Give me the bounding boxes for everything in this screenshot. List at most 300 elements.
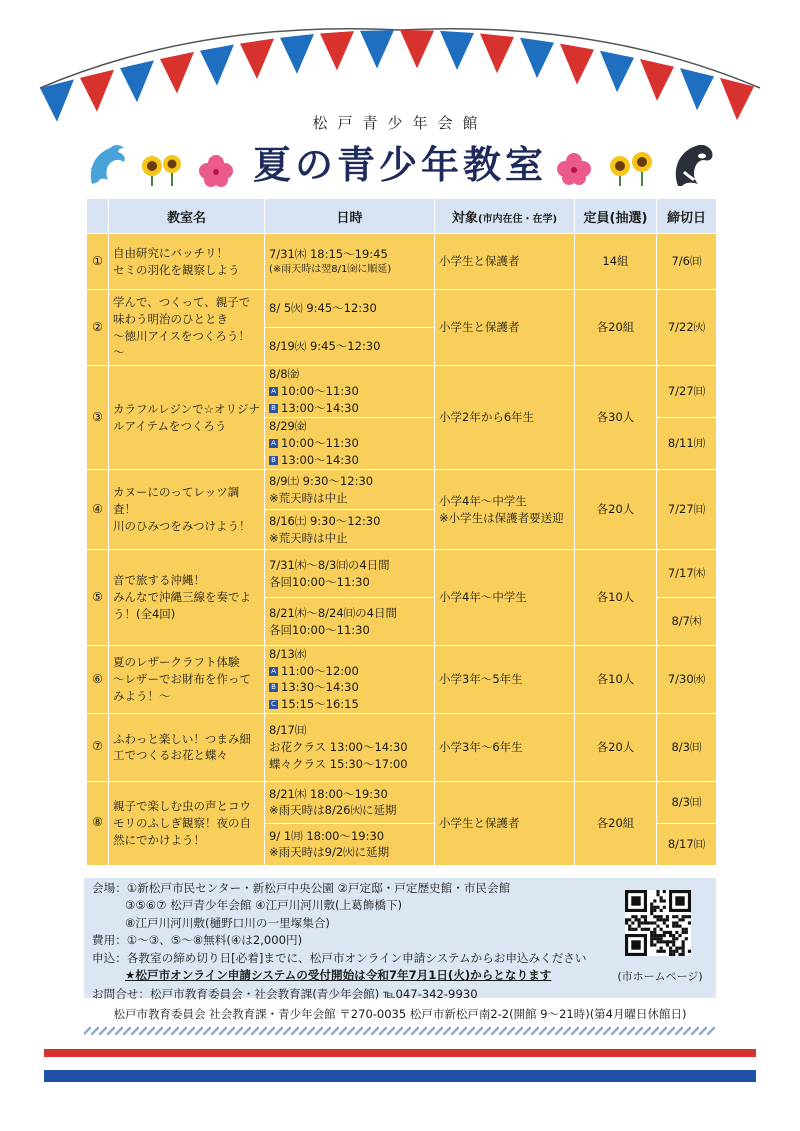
- qr-module: [650, 912, 653, 915]
- target-group: 小学3年～5年生: [435, 646, 575, 714]
- datetime-text: 8/16㈯ 9:30～12:30: [269, 513, 381, 528]
- header-target: [435, 199, 575, 234]
- qr-module: [685, 928, 688, 931]
- rope-segment: [260, 1028, 266, 1034]
- session-datetime: [265, 290, 435, 328]
- rope-segment: [596, 1028, 602, 1034]
- datetime-text: 10:00～11:30: [281, 436, 359, 451]
- capacity: 各20人: [575, 713, 657, 781]
- datetime-line: [269, 739, 430, 756]
- session-badge: A: [269, 387, 278, 396]
- qr-module: [656, 918, 659, 921]
- rope-segment: [292, 1028, 298, 1034]
- rope-segment: [396, 1028, 402, 1034]
- rope-segment: [428, 1028, 434, 1034]
- datetime-line: [269, 828, 430, 845]
- qr-module: [641, 928, 644, 931]
- datetime-text: 8/17㈰: [269, 723, 307, 738]
- session-datetime: [265, 366, 435, 418]
- rope-segment: [364, 1028, 370, 1034]
- rope-segment: [412, 1028, 418, 1034]
- bunting-flag: [240, 39, 274, 80]
- qr-module: [653, 906, 656, 909]
- qr-module: [653, 921, 656, 924]
- rope-segment: [84, 1028, 90, 1034]
- capacity: 各20人: [575, 470, 657, 550]
- qr-module: [644, 928, 647, 931]
- deadline: 7/6㈰: [657, 234, 717, 290]
- datetime-text: ※荒天時は中止: [269, 530, 348, 545]
- qr-module: [660, 899, 663, 902]
- target-group: 小学3年～6年生: [435, 713, 575, 781]
- qr-module: [666, 925, 669, 928]
- rope-segment: [700, 1028, 706, 1034]
- session-datetime: [265, 646, 435, 714]
- apply-line: 申込：各教室の締め切り日[必着]までに、松戸市オンライン申請システムからお申込みください: [92, 950, 587, 965]
- dolphin-icon: [84, 140, 130, 190]
- qr-module: [666, 915, 669, 918]
- qr-module: [685, 915, 688, 918]
- qr-module: [653, 928, 656, 931]
- datetime-line: [269, 844, 430, 861]
- qr-module: [644, 921, 647, 924]
- datetime-text: 13:00～14:30: [281, 400, 359, 415]
- qr-module: [653, 931, 656, 934]
- qr-module: [650, 937, 653, 940]
- qr-module: [656, 925, 659, 928]
- datetime-line: [269, 473, 430, 490]
- deadline: 8/3㈰: [657, 713, 717, 781]
- qr-module: [675, 947, 678, 950]
- rope-segment: [196, 1028, 202, 1034]
- table-header-row: [87, 199, 717, 234]
- datetime-line: [269, 490, 430, 507]
- rope-segment: [436, 1028, 442, 1034]
- datetime-line: [269, 435, 430, 452]
- qr-module: [663, 918, 666, 921]
- row-number: ④: [87, 470, 109, 550]
- qr-module: [647, 928, 650, 931]
- qr-module: [666, 918, 669, 921]
- deadline: 8/7㈭: [657, 598, 717, 646]
- capacity: 各30人: [575, 366, 657, 470]
- qr-module: [666, 931, 669, 934]
- qr-module: [682, 928, 685, 931]
- datetime-text: 11:00～12:00: [281, 663, 359, 678]
- qr-module: [682, 918, 685, 921]
- qr-module: [653, 934, 656, 937]
- rope-segment: [180, 1028, 186, 1034]
- session-badge: B: [269, 404, 278, 413]
- rope-segment: [564, 1028, 570, 1034]
- venue-line-3: ⑧江戸川河川敷(樋野口川の一里塚集合): [125, 915, 330, 930]
- qr-module: [672, 937, 675, 940]
- class-name: 親子で楽しむ虫の声とコウモリのふしぎ観察！夜の自然にでかけよう！: [109, 781, 265, 865]
- deadline: 7/27㈰: [657, 366, 717, 418]
- datetime-text: 8/29㈮: [269, 419, 307, 434]
- rope-segment: [580, 1028, 586, 1034]
- qr-module: [653, 915, 656, 918]
- rope-segment: [668, 1028, 674, 1034]
- header-datetime: 日時: [265, 199, 435, 234]
- session-datetime: [265, 781, 435, 823]
- rope-segment: [420, 1028, 426, 1034]
- bunting-flag: [520, 38, 554, 78]
- rope-segment: [108, 1028, 114, 1034]
- datetime-text: 8/13㈬: [269, 647, 307, 661]
- rope-segment: [476, 1028, 482, 1034]
- rope-segment: [444, 1028, 450, 1034]
- rope-segment: [268, 1028, 274, 1034]
- datetime-text: お花クラス 13:00～14:30: [269, 739, 408, 754]
- rope-segment: [652, 1028, 658, 1034]
- rope-segment: [468, 1028, 474, 1034]
- sunflower-icon: [606, 150, 656, 188]
- qr-module: [656, 937, 659, 940]
- qr-module: [628, 918, 631, 921]
- rope-segment: [228, 1028, 234, 1034]
- qr-module: [628, 925, 631, 928]
- qr-module: [663, 921, 666, 924]
- qr-module: [653, 937, 656, 940]
- qr-module: [631, 915, 634, 918]
- rope-segment: [340, 1028, 346, 1034]
- qr-module: [672, 915, 675, 918]
- rope-segment: [684, 1028, 690, 1034]
- qr-module: [647, 921, 650, 924]
- capacity: 各10人: [575, 550, 657, 646]
- qr-module: [650, 931, 653, 934]
- rope-segment: [300, 1028, 306, 1034]
- rope-segment: [532, 1028, 538, 1034]
- session-datetime: [265, 470, 435, 510]
- class-name: 夏のレザークラフト体験 ～レザーでお財布を作ってみよう！～: [109, 646, 265, 714]
- qr-module: [669, 931, 672, 934]
- session-badge: B: [269, 683, 278, 692]
- rope-segment: [708, 1028, 714, 1034]
- rope-segment: [636, 1028, 642, 1034]
- table-row: [87, 550, 717, 598]
- qr-module: [650, 934, 653, 937]
- qr-module: [685, 937, 688, 940]
- header-deadline: 締切日: [657, 199, 717, 234]
- session-datetime: [265, 550, 435, 598]
- rope-segment: [628, 1028, 634, 1034]
- datetime-line: [269, 557, 430, 574]
- class-name: カラフルレジンで☆オリジナルアイテムをつくろう: [109, 366, 265, 470]
- bunting-flag: [640, 59, 674, 101]
- qr-module: [675, 931, 678, 934]
- rope-segment: [156, 1028, 162, 1034]
- qr-module: [688, 921, 691, 924]
- rope-divider: [84, 1026, 716, 1036]
- qr-module: [634, 915, 637, 918]
- qr-module: [682, 947, 685, 950]
- rope-segment: [620, 1028, 626, 1034]
- row-number: ①: [87, 234, 109, 290]
- datetime-text: 8/21㈭～8/24㈰の4日間: [269, 605, 397, 620]
- qr-module: [666, 943, 669, 946]
- qr-module: [653, 943, 656, 946]
- capacity: 各20組: [575, 781, 657, 865]
- datetime-text: ※雨天時は8/26㈫に延期: [269, 803, 397, 818]
- rope-segment: [92, 1028, 98, 1034]
- session-badge: A: [269, 667, 278, 676]
- qr-module: [653, 909, 656, 912]
- qr-module: [678, 925, 681, 928]
- qr-module: [669, 950, 672, 953]
- datetime-line: [269, 574, 430, 591]
- qr-module: [672, 934, 675, 937]
- qr-module: [638, 921, 641, 924]
- datetime-line: [269, 400, 430, 417]
- datetime-line: [269, 663, 430, 680]
- capacity: 各10人: [575, 646, 657, 714]
- rope-segment: [540, 1028, 546, 1034]
- fee-line: 費用：①～③、⑤～⑧無料(④は2,000円): [92, 933, 303, 948]
- datetime-text: 7/31㈭～8/3㈰の4日間: [269, 557, 390, 572]
- qr-module: [682, 915, 685, 918]
- datetime-line: [269, 338, 430, 355]
- datetime-text: 9/ 1㈪ 18:00～19:30: [269, 828, 385, 843]
- qr-module: [625, 918, 628, 921]
- qr-module: [656, 950, 659, 953]
- bunting-flag: [600, 51, 634, 92]
- qr-module: [669, 953, 672, 956]
- session-datetime: [265, 234, 435, 290]
- target-group: 小学4年～中学生 ※小学生は保護者要送迎: [435, 470, 575, 550]
- datetime-text: 各回10:00～11:30: [269, 574, 370, 589]
- header-name: 教室名: [109, 199, 265, 234]
- header-target-note: (市内在住・在学): [477, 213, 558, 225]
- datetime-line: [269, 300, 430, 317]
- rope-segment: [284, 1028, 290, 1034]
- qr-module: [682, 953, 685, 956]
- datetime-text: 8/ 5㈫ 9:45～12:30: [269, 301, 377, 316]
- table-row: [87, 234, 717, 290]
- qr-module: [641, 921, 644, 924]
- datetime-line: [269, 452, 430, 469]
- datetime-line: [269, 722, 430, 739]
- datetime-line: [269, 696, 430, 713]
- datetime-text: (※雨天時は翌8/1㈮に順延): [269, 263, 392, 275]
- bunting-flag: [400, 30, 434, 68]
- bunting-flag: [320, 31, 354, 70]
- table-row: [87, 366, 717, 418]
- datetime-line: [269, 263, 430, 278]
- rope-segment: [116, 1028, 122, 1034]
- qr-module: [656, 906, 659, 909]
- rope-segment: [348, 1028, 354, 1034]
- datetime-line: [269, 802, 430, 819]
- rope-segment: [508, 1028, 514, 1034]
- session-datetime: [265, 328, 435, 366]
- deadline: 7/30㈬: [657, 646, 717, 714]
- class-name: ふわっと楽しい！つまみ細工でつくるお花と蝶々: [109, 713, 265, 781]
- rope-segment: [188, 1028, 194, 1034]
- table-row: [87, 781, 717, 823]
- qr-module: [634, 928, 637, 931]
- datetime-line: [269, 605, 430, 622]
- schedule-table: [86, 198, 717, 866]
- row-number: ⑤: [87, 550, 109, 646]
- bunting-flag: [360, 30, 394, 68]
- rope-segment: [388, 1028, 394, 1034]
- venue-line-1: 会場：①新松戸市民センター・新松戸中央公園 ②戸定邸・戸定歴史館・市民会館: [92, 881, 511, 895]
- datetime-text: 13:30～14:30: [281, 680, 359, 695]
- qr-module: [663, 906, 666, 909]
- qr-module: [672, 940, 675, 943]
- session-datetime: [265, 510, 435, 550]
- rope-segment: [356, 1028, 362, 1034]
- qr-module: [650, 906, 653, 909]
- rope-segment: [332, 1028, 338, 1034]
- datetime-line: [269, 530, 430, 547]
- rope-segment: [548, 1028, 554, 1034]
- class-name: カヌーにのってレッツ調査！ 川のひみつをみつけよう！: [109, 470, 265, 550]
- table-row: [87, 646, 717, 714]
- qr-module: [663, 899, 666, 902]
- rope-segment: [404, 1028, 410, 1034]
- rope-segment: [316, 1028, 322, 1034]
- datetime-text: 8/8㈮: [269, 367, 300, 382]
- bunting-flag: [160, 52, 194, 94]
- rope-segment: [492, 1028, 498, 1034]
- rope-segment: [676, 1028, 682, 1034]
- qr-module: [631, 896, 640, 905]
- qr-module: [672, 953, 675, 956]
- target-group: 小学4年～中学生: [435, 550, 575, 646]
- bunting-flag: [480, 33, 514, 73]
- datetime-text: 8/9㈯ 9:30～12:30: [269, 473, 374, 488]
- qr-module: [663, 890, 666, 893]
- session-datetime: [265, 598, 435, 646]
- rope-segment: [132, 1028, 138, 1034]
- datetime-text: 15:15～16:15: [281, 697, 359, 712]
- rope-segment: [140, 1028, 146, 1034]
- rope-segment: [124, 1028, 130, 1034]
- bunting-flag: [560, 44, 594, 85]
- qr-module: [682, 943, 685, 946]
- session-datetime: [265, 418, 435, 470]
- qr-module: [628, 928, 631, 931]
- venue-line-2: ③⑤⑥⑦ 松戸青少年会館 ④江戸川河川敷(上葛飾橋下): [125, 898, 403, 913]
- qr-module: [660, 928, 663, 931]
- qr-module: [660, 940, 663, 943]
- qr-module: [634, 918, 637, 921]
- capacity: 14組: [575, 234, 657, 290]
- qr-module: [675, 921, 678, 924]
- qr-code-icon[interactable]: [625, 890, 691, 956]
- qr-module: [672, 925, 675, 928]
- qr-module: [650, 903, 653, 906]
- info-lines: [92, 880, 612, 984]
- orca-icon: [668, 138, 718, 192]
- rope-segment: [516, 1028, 522, 1034]
- rope-segment: [276, 1028, 282, 1034]
- datetime-text: 13:00～14:30: [281, 452, 359, 467]
- qr-caption: (市ホームページ): [617, 970, 703, 983]
- datetime-text: 7/31㈭ 18:15～19:45: [269, 246, 388, 261]
- qr-module: [663, 934, 666, 937]
- datetime-line: [269, 756, 430, 773]
- qr-module: [650, 940, 653, 943]
- datetime-text: ※荒天時は中止: [269, 490, 348, 505]
- qr-module: [641, 915, 644, 918]
- qr-module: [644, 915, 647, 918]
- row-number: ③: [87, 366, 109, 470]
- session-datetime: [265, 823, 435, 865]
- qr-module: [656, 893, 659, 896]
- datetime-text: 8/21㈭ 18:00～19:30: [269, 786, 388, 801]
- bunting-flag: [440, 31, 474, 70]
- table-row: [87, 290, 717, 328]
- deadline: 8/3㈰: [657, 781, 717, 823]
- deadline: 7/27㈰: [657, 470, 717, 550]
- capacity: 各20組: [575, 290, 657, 366]
- session-badge: C: [269, 700, 278, 709]
- datetime-line: [269, 679, 430, 696]
- sunflower-icon: [140, 152, 184, 188]
- qr-module: [682, 950, 685, 953]
- qr-module: [663, 931, 666, 934]
- rope-segment: [692, 1028, 698, 1034]
- qr-module: [682, 940, 685, 943]
- rope-segment: [572, 1028, 578, 1034]
- bunting-flag: [680, 68, 714, 110]
- session-badge: B: [269, 456, 278, 465]
- qr-module: [669, 947, 672, 950]
- class-name: 自由研究にバッチリ！ セミの羽化を観察しよう: [109, 234, 265, 290]
- deadline: 8/11㈪: [657, 418, 717, 470]
- qr-module: [688, 950, 691, 953]
- qr-module: [650, 943, 653, 946]
- datetime-line: [269, 786, 430, 803]
- qr-module: [688, 915, 691, 918]
- apply-note: ★松戸市オンライン申請システムの受付開始は令和7年7月1日(火)からとなります: [125, 968, 552, 983]
- deadline: 8/17㈰: [657, 823, 717, 865]
- rope-segment: [484, 1028, 490, 1034]
- qr-module: [660, 918, 663, 921]
- qr-module: [675, 925, 678, 928]
- row-number: ⑥: [87, 646, 109, 714]
- bunting-flag: [280, 34, 314, 74]
- rope-segment: [380, 1028, 386, 1034]
- qr-module: [660, 934, 663, 937]
- bunting-flag: [120, 60, 154, 102]
- class-name: 音で旅する沖縄！ みんなで沖縄三線を奏でよう！(全4回): [109, 550, 265, 646]
- qr-module: [656, 890, 659, 893]
- row-number: ⑦: [87, 713, 109, 781]
- qr-module: [660, 896, 663, 899]
- rope-segment: [212, 1028, 218, 1034]
- bunting-flag: [200, 45, 234, 86]
- datetime-line: [269, 513, 430, 530]
- qr-module: [660, 950, 663, 953]
- rope-segment: [220, 1028, 226, 1034]
- qr-module: [678, 918, 681, 921]
- qr-module: [678, 934, 681, 937]
- class-name: 学んで、つくって、親子で味わう明治のひととき ～徳川アイスをつくろう！～: [109, 290, 265, 366]
- qr-module: [678, 953, 681, 956]
- bunting-flag: [80, 70, 114, 112]
- rope-segment: [148, 1028, 154, 1034]
- rope-segment: [204, 1028, 210, 1034]
- rope-segment: [556, 1028, 562, 1034]
- qr-module: [650, 909, 653, 912]
- rope-segment: [524, 1028, 530, 1034]
- contact-line: お問合せ：松戸市教育委員会・社会教育課(青少年会館) ℡047-342-9930: [92, 987, 478, 1001]
